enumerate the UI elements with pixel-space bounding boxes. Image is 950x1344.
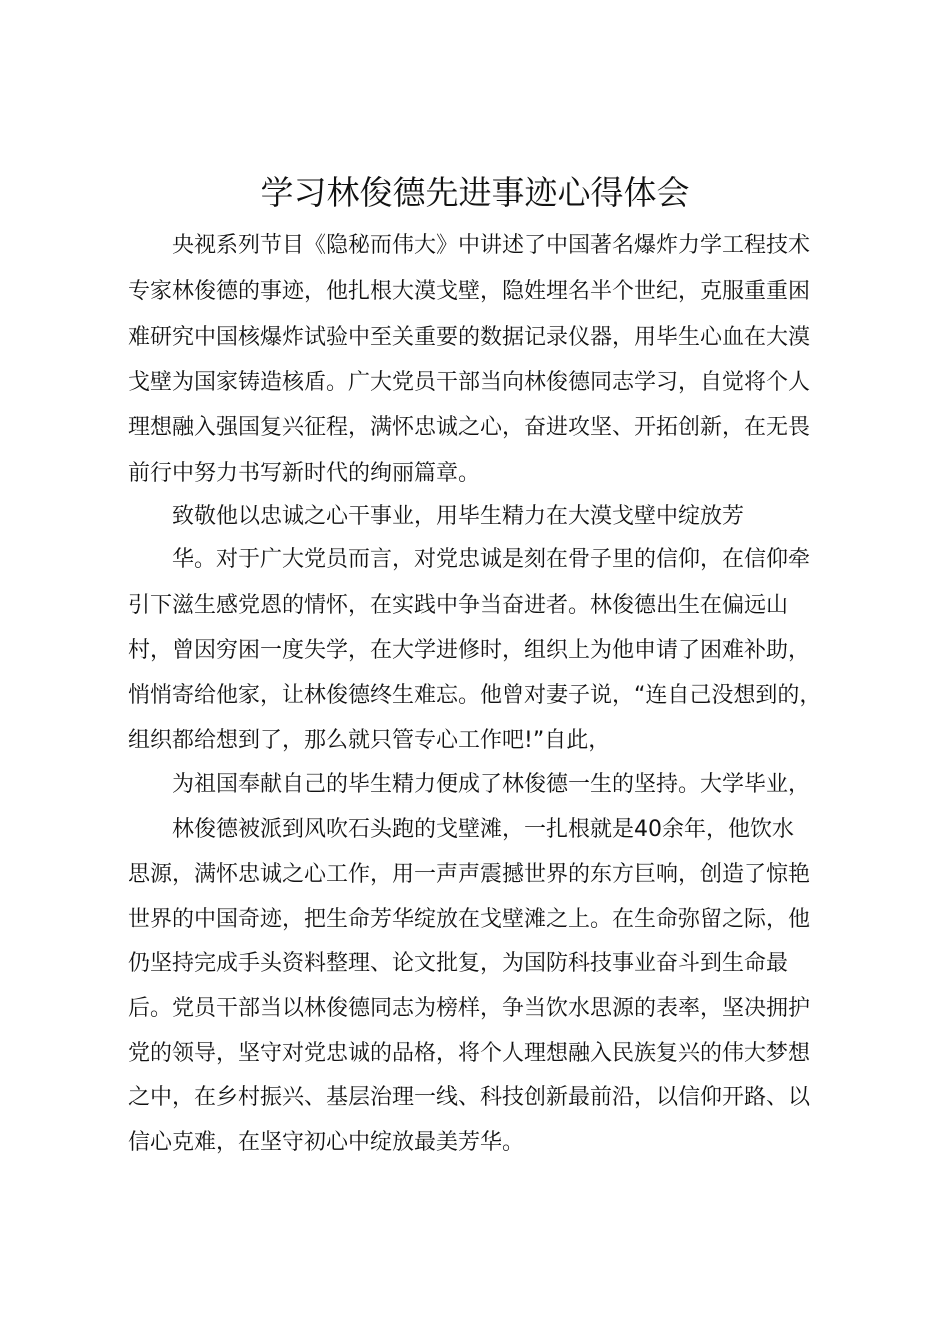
text-line: 华。对于广大党员而言，对党忠诚是刻在骨子里的信仰，在信仰牵: [172, 547, 811, 572]
text-line: 林俊德被派到风吹石头跑的戈壁滩，一扎根就是40余年，他饮水: [172, 817, 794, 842]
text-line: 之中，在乡村振兴、基层治理一线、科技创新最前沿，以信仰开路、以: [128, 1085, 811, 1110]
text-line: 党的领导，坚守对党忠诚的品格，将个人理想融入民族复兴的伟大梦想: [128, 1041, 811, 1066]
document-title: 学习林俊德先进事迹心得体会: [260, 173, 690, 212]
text-line: 世界的中国奇迹，把生命芳华绽放在戈壁滩之上。在生命弥留之际，他: [128, 907, 811, 932]
text-line: 致敬他以忠诚之心干事业，用毕生精力在大漠戈壁中绽放芳: [172, 504, 745, 529]
text-line: 戈壁为国家铸造核盾。广大党员干部当向林俊德同志学习，自觉将个人: [128, 370, 811, 395]
text-line: 悄悄寄给他家，让林俊德终生难忘。他曾对妻子说，“连自己没想到的，: [128, 683, 822, 708]
text-line: 理想融入强国复兴征程，满怀忠诚之心，奋进攻坚、开拓创新，在无畏: [128, 415, 811, 440]
text-line: 村，曾因穷困一度失学，在大学进修时，组织上为他申请了困难补助，: [128, 638, 811, 663]
text-line: 组织都给想到了，那么就只管专心工作吧!”自此，: [128, 728, 611, 753]
text-line: 信心克难，在坚守初心中绽放最美芳华。: [128, 1130, 525, 1155]
text-line: 仍坚持完成手头资料整理、论文批复，为国防科技事业奋斗到生命最: [128, 951, 789, 976]
text-line: 前行中努力书写新时代的绚丽篇章。: [128, 461, 481, 486]
text-line: 引下滋生感党恩的情怀，在实践中争当奋进者。林俊德出生在偏远山: [128, 593, 789, 618]
text-line: 思源，满怀忠诚之心工作，用一声声震撼世界的东方巨响，创造了惊艳: [128, 862, 811, 887]
text-line: 央视系列节目《隐秘而伟大》中讲述了中国著名爆炸力学工程技术: [172, 233, 811, 258]
text-line: 后。党员干部当以林俊德同志为榜样，争当饮水思源的表率，坚决拥护: [128, 996, 811, 1021]
text-line: 专家林俊德的事迹，他扎根大漠戈壁，隐姓埋名半个世纪，克服重重困: [128, 279, 811, 304]
text-line: 难研究中国核爆炸试验中至关重要的数据记录仪器，用毕生心血在大漠: [128, 325, 811, 350]
text-line: 为祖国奉献自己的毕生精力便成了林俊德一生的坚持。大学毕业，: [172, 772, 811, 797]
